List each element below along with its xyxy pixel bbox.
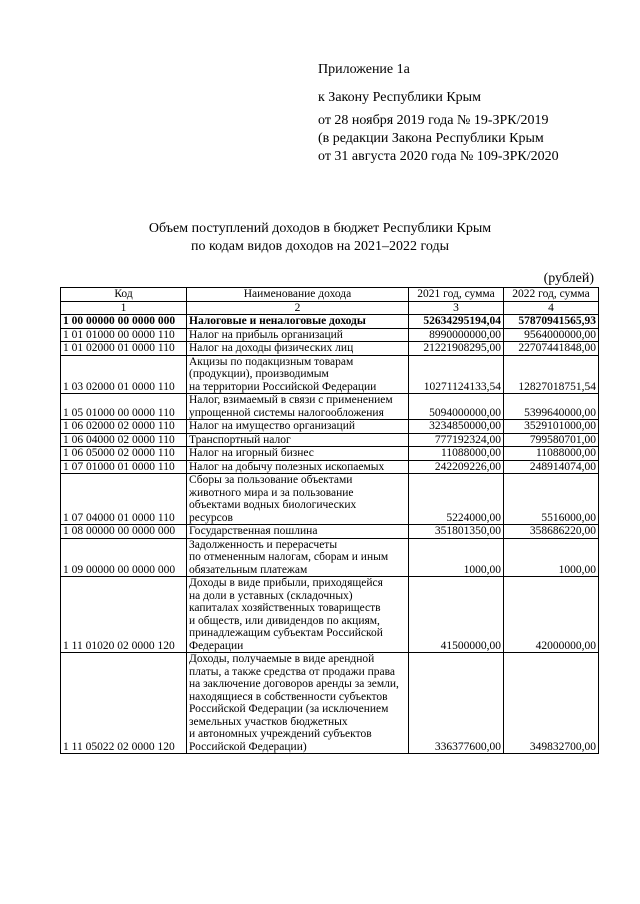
table-row [61, 525, 599, 539]
row-amount-2021: 777192324,00 [409, 433, 504, 447]
row-amount-2021: 1000,00 [409, 538, 504, 577]
row-code: 1 11 01020 02 0000 120 [61, 577, 187, 653]
row-amount-2022: 5399640000,00 [504, 394, 599, 420]
column-number: 2 [187, 301, 409, 315]
column-number: 1 [61, 301, 187, 315]
row-code: 1 05 01000 00 0000 110 [61, 394, 187, 420]
document-title-line-1: Объем поступлений доходов в бюджет Республики Крым [148, 221, 492, 236]
edition-line-2: от 31 августа 2020 года № 109-ЗРК/2020 [318, 149, 559, 164]
table-row [61, 474, 599, 525]
row-name: Налог, взимаемый в связи с применением упрощенной системы налогообложения [187, 394, 409, 420]
row-name: Доходы в виде прибыли, приходящейся на доли в уставных (складочных) капиталах хозяйственных товариществ и обществ, или дивидендов по акциям, принадлежащим субъектам Российской Федерации [187, 577, 409, 653]
table-row [61, 433, 599, 447]
row-code: 1 11 05022 02 0000 120 [61, 653, 187, 754]
row-name: Налог на имущество организаций [187, 420, 409, 434]
header-code: Код [61, 288, 187, 302]
row-amount-2021: 11088000,00 [409, 447, 504, 461]
row-name: Налог на добычу полезных ископаемых [187, 460, 409, 474]
row-amount-2022: 57870941565,93 [504, 315, 599, 329]
units-label: (рублей) [543, 271, 594, 286]
row-amount-2022: 11088000,00 [504, 447, 599, 461]
row-amount-2021: 8990000000,00 [409, 328, 504, 342]
row-code: 1 00 00000 00 0000 000 [61, 315, 187, 329]
row-code: 1 07 04000 01 0000 110 [61, 474, 187, 525]
appendix-label: Приложение 1а [318, 62, 410, 77]
row-amount-2021: 41500000,00 [409, 577, 504, 653]
row-code: 1 06 04000 02 0000 110 [61, 433, 187, 447]
table-row [61, 328, 599, 342]
table-row [61, 447, 599, 461]
row-name: Налоговые и неналоговые доходы [187, 315, 409, 329]
column-number: 3 [409, 301, 504, 315]
table-row [61, 315, 599, 329]
row-amount-2022: 5516000,00 [504, 474, 599, 525]
row-amount-2021: 52634295194,04 [409, 315, 504, 329]
table-row [61, 460, 599, 474]
table-row [61, 653, 599, 754]
row-amount-2022: 12827018751,54 [504, 355, 599, 394]
row-code: 1 01 01000 00 0000 110 [61, 328, 187, 342]
row-code: 1 07 01000 01 0000 110 [61, 460, 187, 474]
row-name: Налог на доходы физических лиц [187, 342, 409, 356]
row-amount-2022: 22707441848,00 [504, 342, 599, 356]
row-name: Задолженность и перерасчеты по отмененным налогам, сборам и иным обязательным платежам [187, 538, 409, 577]
row-amount-2022: 3529101000,00 [504, 420, 599, 434]
row-amount-2021: 21221908295,00 [409, 342, 504, 356]
row-code: 1 06 02000 02 0000 110 [61, 420, 187, 434]
row-amount-2022: 9564000000,00 [504, 328, 599, 342]
header-2021: 2021 год, сумма [409, 288, 504, 302]
table-row [61, 342, 599, 356]
row-name: Доходы, получаемые в виде арендной платы, а также средства от продажи права на заключение договоров аренды за земли, находящиеся в собственности субъектов Российской Федерации (за исключением земельных участков бюджетных и автономных учреждений субъектов Российской Федерации) [187, 653, 409, 754]
row-name: Государственная пошлина [187, 525, 409, 539]
row-amount-2022: 42000000,00 [504, 577, 599, 653]
row-code: 1 03 02000 01 0000 110 [61, 355, 187, 394]
row-amount-2022: 358686220,00 [504, 525, 599, 539]
row-name: Акцизы по подакцизным товарам (продукции), производимым на территории Российской Федерации [187, 355, 409, 394]
row-amount-2022: 349832700,00 [504, 653, 599, 754]
row-name: Транспортный налог [187, 433, 409, 447]
edition-line-1: (в редакции Закона Республики Крым [318, 131, 544, 146]
row-amount-2022: 1000,00 [504, 538, 599, 577]
column-number: 4 [504, 301, 599, 315]
row-amount-2021: 351801350,00 [409, 525, 504, 539]
table-row [61, 394, 599, 420]
table-row [61, 355, 599, 394]
row-amount-2021: 336377600,00 [409, 653, 504, 754]
row-amount-2021: 5224000,00 [409, 474, 504, 525]
row-amount-2022: 799580701,00 [504, 433, 599, 447]
column-number-row [61, 301, 599, 315]
row-amount-2021: 10271124133,54 [409, 355, 504, 394]
income-table [60, 287, 599, 754]
row-amount-2021: 5094000000,00 [409, 394, 504, 420]
table-header-row [61, 288, 599, 302]
row-code: 1 06 05000 02 0000 110 [61, 447, 187, 461]
header-name: Наименование дохода [187, 288, 409, 302]
table-row [61, 420, 599, 434]
row-amount-2022: 248914074,00 [504, 460, 599, 474]
header-2022: 2022 год, сумма [504, 288, 599, 302]
table-row [61, 538, 599, 577]
row-amount-2021: 242209226,00 [409, 460, 504, 474]
row-name: Сборы за пользование объектами животного мира и за пользование объектами водных биологических ресурсов [187, 474, 409, 525]
row-name: Налог на игорный бизнес [187, 447, 409, 461]
law-date-line: от 28 ноября 2019 года № 19-ЗРК/2019 [318, 113, 549, 128]
row-code: 1 08 00000 00 0000 000 [61, 525, 187, 539]
table-row [61, 577, 599, 653]
row-code: 1 01 02000 01 0000 110 [61, 342, 187, 356]
law-reference: к Закону Республики Крым [318, 90, 481, 105]
row-amount-2021: 3234850000,00 [409, 420, 504, 434]
document-title-line-2: по кодам видов доходов на 2021–2022 годы [190, 239, 449, 254]
row-name: Налог на прибыль организаций [187, 328, 409, 342]
row-code: 1 09 00000 00 0000 000 [61, 538, 187, 577]
